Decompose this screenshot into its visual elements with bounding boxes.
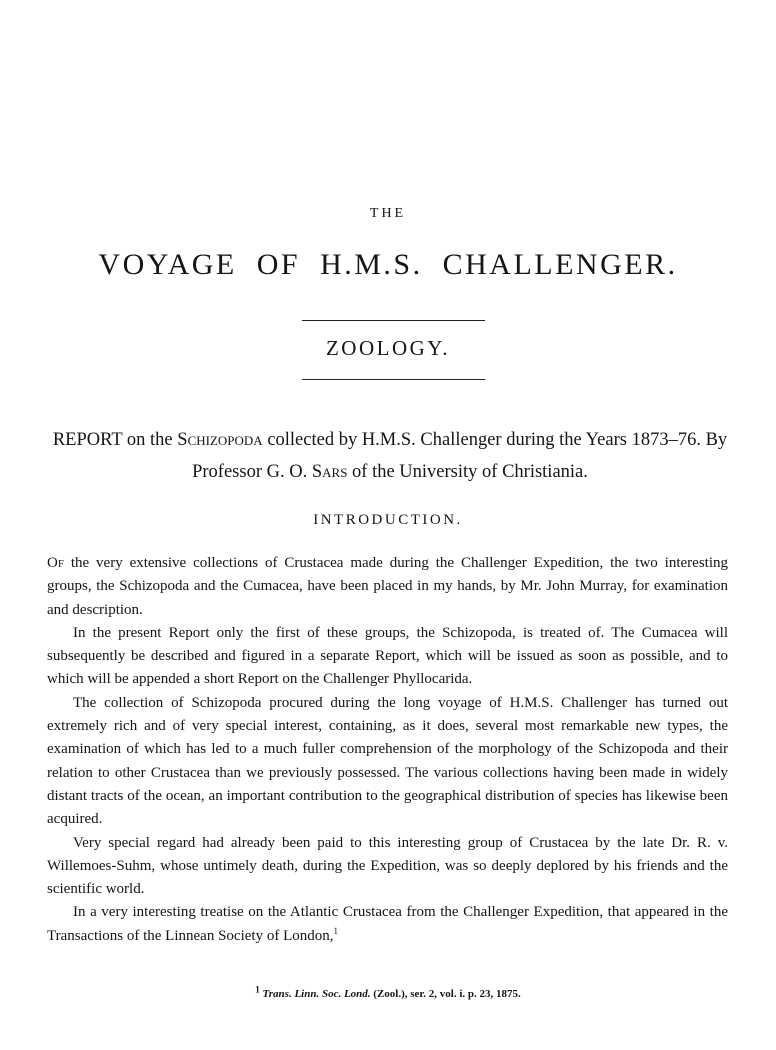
top-divider: [302, 320, 485, 321]
paragraph-2: In the present Report only the first of these groups, the Schizopoda, is treated of. The Cumacea will subsequently be described and figured in a separate Report, which will be issued as soon as possible, and to which will be appended a short Report on the Challenger Phyllocarida.: [47, 624, 728, 688]
paragraph-3: The collection of Schizopoda procured during the long voyage of H.M.S. Challenger has turned out extremely rich and of very special interest, containing, as it does, several most remarkable new types, the examination of which has led to a much fuller comprehension of the morphology of the Schizopoda and their relation to other Crustacea than we previously possessed. The various collections having been made in widely distant tracts of the ocean, an important contribution to the geographical distribution of species has likewise been acquired.: [47, 694, 728, 828]
footnote: [0, 984, 776, 1000]
footnote-reference: 1: [333, 925, 338, 936]
report-title-author: Sars: [311, 462, 348, 482]
report-title-suffix: of the University of Christiania.: [347, 462, 588, 482]
title-article: THE: [369, 206, 407, 221]
report-title-group: Schizopoda: [177, 430, 263, 450]
paragraph-1: [47, 552, 728, 622]
page-title: VOYAGE OF H.M.S. CHALLENGER.: [98, 248, 678, 281]
paragraph-1-text: the very extensive collections of Crustacea made during the Challenger Expedition, the two interesting groups, the Schizopoda and the Cumacea, have been placed in my hands, by Mr. John Murray, for examination and description.: [47, 555, 728, 618]
footnote-journal: Trans. Linn. Soc. Lond.: [262, 988, 371, 1000]
introduction-heading: INTRODUCTION.: [313, 512, 463, 528]
paragraph-5-text: In a very interesting treatise on the Atlantic Crustacea from the Challenger Expedition, that appeared in the Transactions of the Linnean Society of London,: [47, 904, 728, 944]
bottom-divider: [302, 379, 485, 380]
paragraph-5: [47, 901, 728, 948]
footnote-citation: (Zool.), ser. 2, vol. i. p. 23, 1875.: [370, 988, 521, 1000]
footnote-marker: 1: [255, 984, 260, 995]
report-title-middle: collected by H.M.S. Challenger during the Years 1873–76. By Professor G. O.: [192, 430, 728, 482]
introduction-body: [47, 552, 728, 948]
report-title: [40, 424, 740, 488]
section-title: ZOOLOGY.: [325, 336, 451, 360]
report-title-prefix: REPORT on the: [52, 430, 178, 450]
paragraph-1-initial: Of: [47, 555, 64, 571]
paragraph-4: Very special regard had already been paid to this interesting group of Crustacea by the late Dr. R. v. Willemoes-Suhm, whose untimely death, during the Expedition, was so deeply deplored by his friends and the scientific world.: [47, 834, 728, 898]
